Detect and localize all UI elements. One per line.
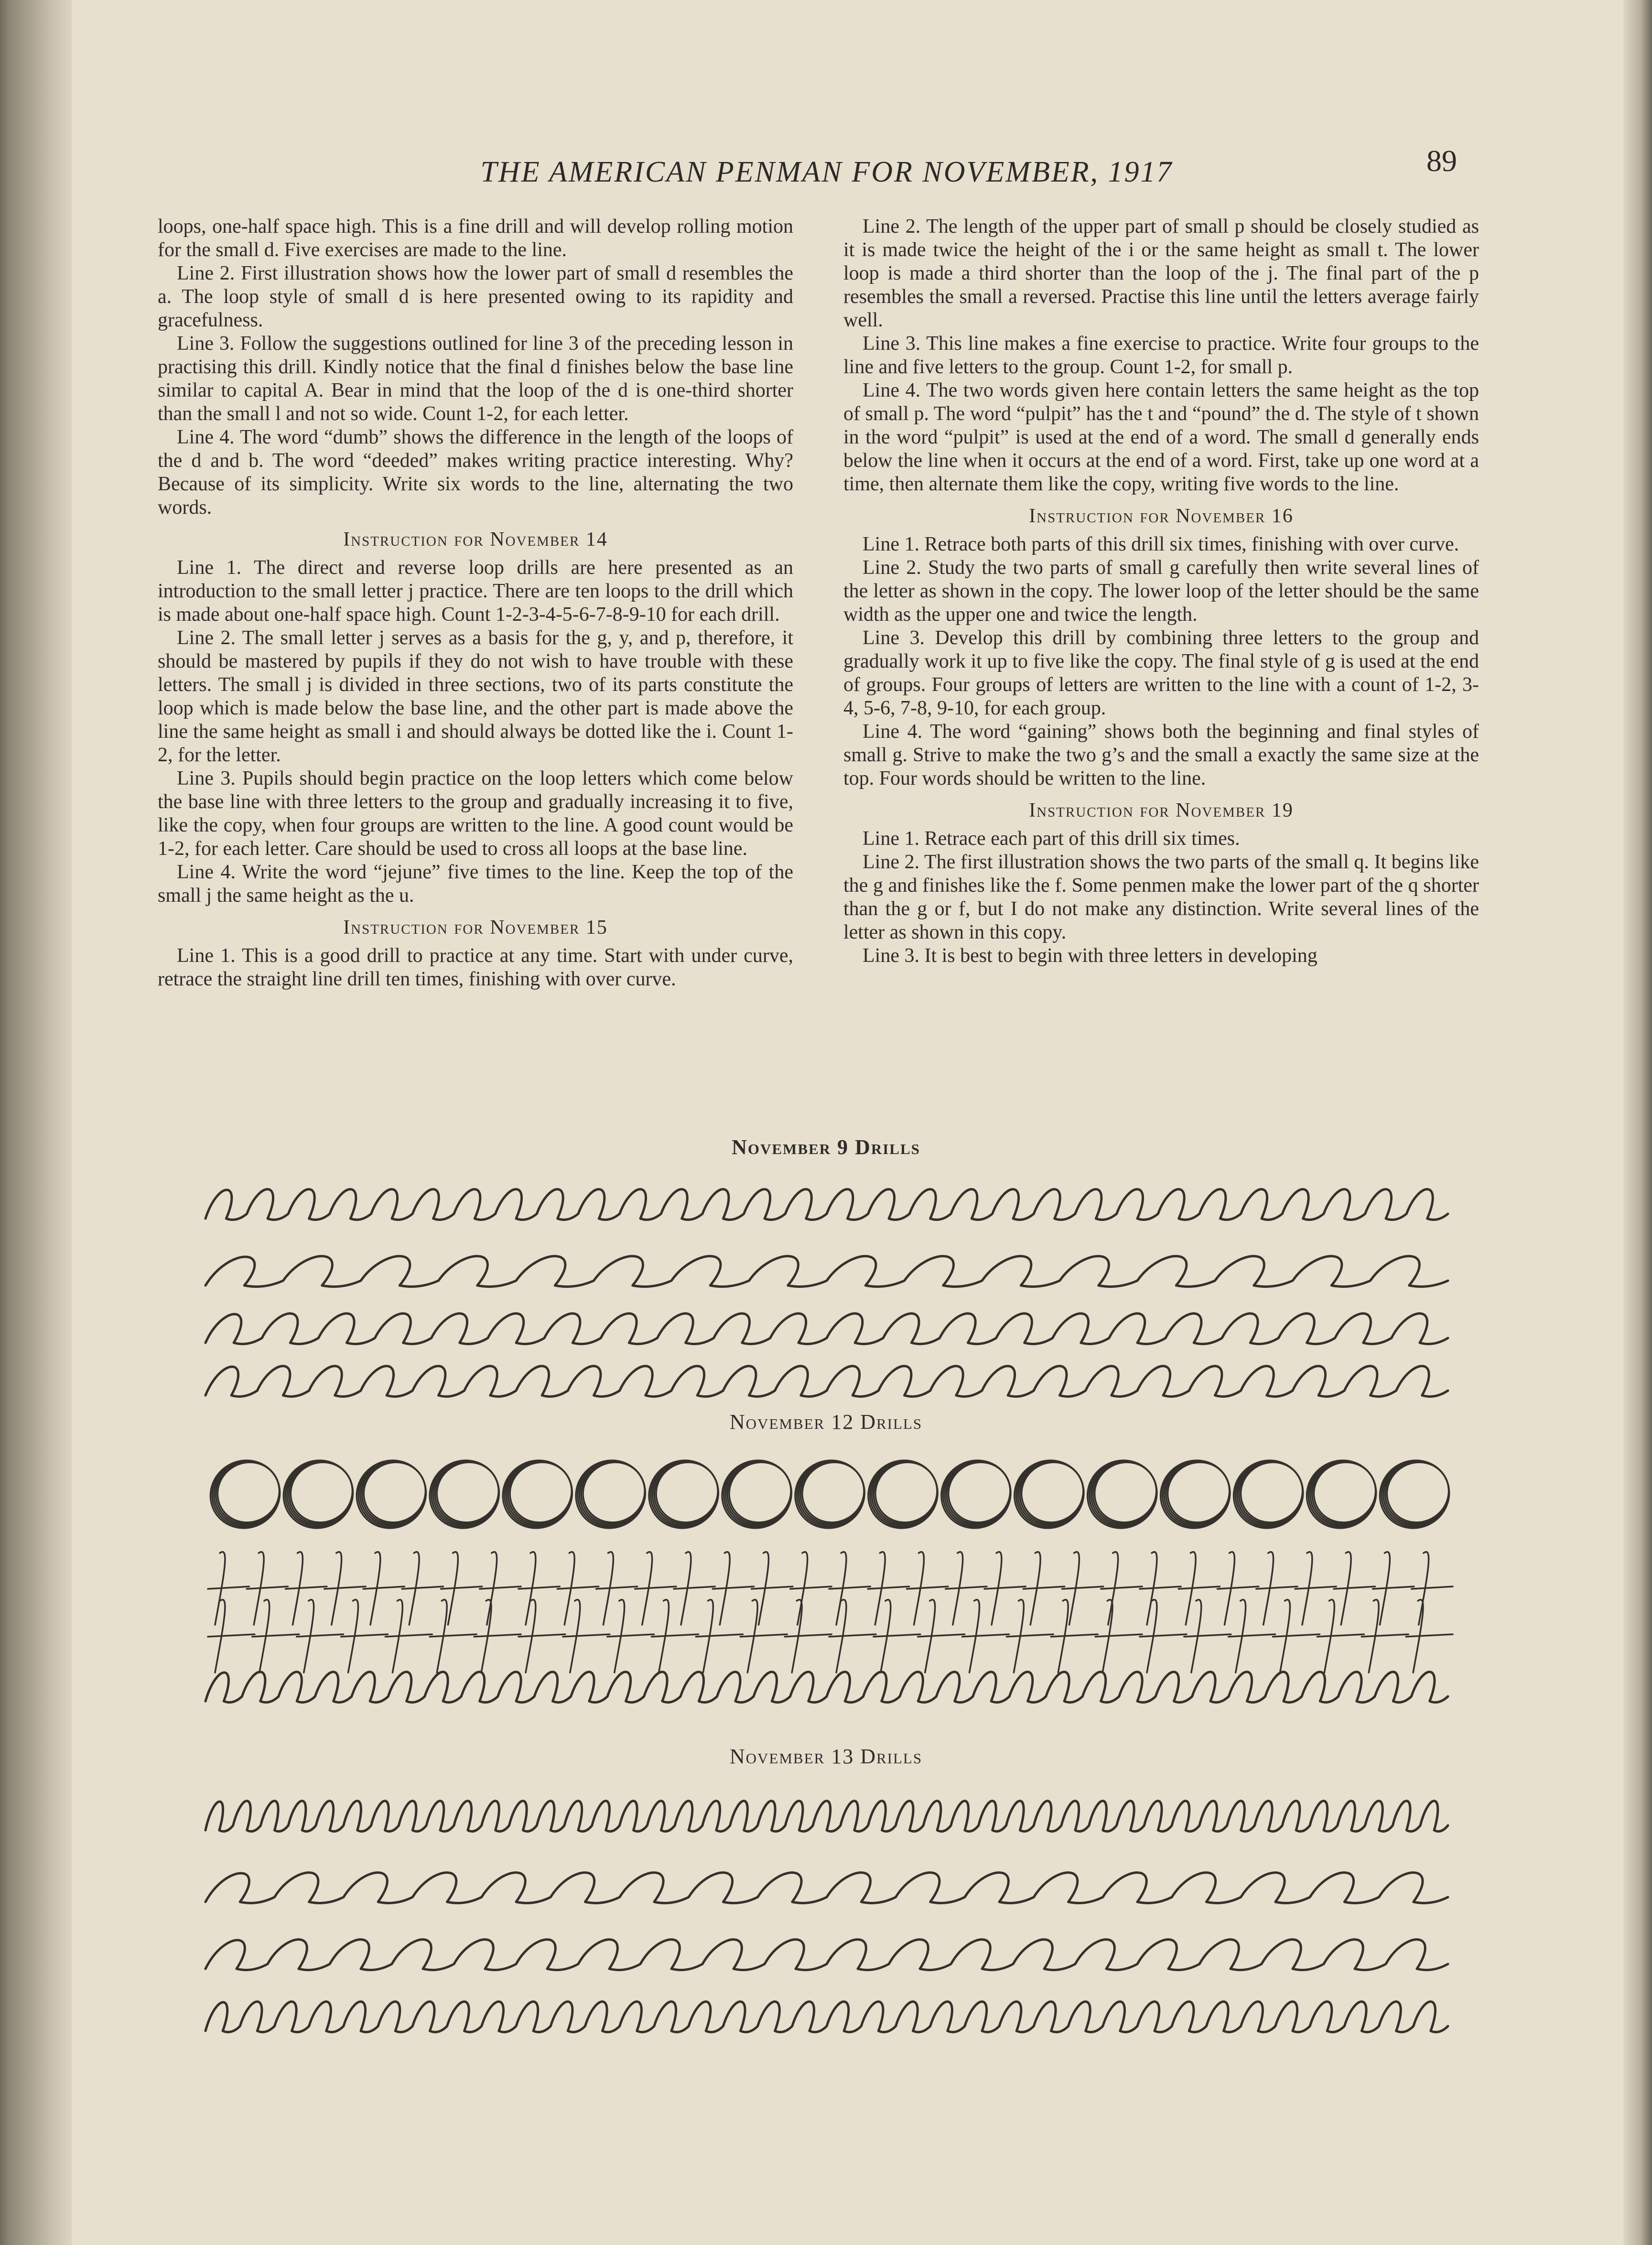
paragraph: Line 1. Retrace each part of this drill six times. — [863, 828, 1240, 850]
paragraph: Line 4. Write the word “jejune” five times to the line. Keep the top of the small j the same height as the u. — [158, 861, 793, 907]
paragraph: loops, one-half space high. This is a fine drill and will develop rolling motion for the small d. Five exercises are made to the line. — [158, 216, 793, 261]
paragraph: Line 4. The word “gaining” shows both the beginning and final styles of small g. Strive to make the two g’s and the small a exactly the same size at the top. Four words should be written to the line. — [843, 721, 1479, 789]
oval-stroke — [645, 1453, 729, 1533]
paragraph: Line 3. This line makes a fine exercise to practice. Write four groups to the line and five letters to the group. Count 1-2, for small p. — [843, 333, 1479, 378]
handwriting-drill-line — [201, 1453, 1462, 1534]
paragraph: Line 4. The two words given here contain letters the same height as the top of small p. The word “pulpit” has the t and “pound” the d. The style of t shown in the word “pulpit” is used at the end of a word. The small d generally ends below the line when it occurs at the end of a word. First, take up one word at a time, then alternate them like the copy, writing five words to the line. — [843, 379, 1479, 495]
handwriting-drill-line — [201, 1978, 1462, 2045]
drill-title: November 12 Drills — [729, 1410, 923, 1434]
oval-stroke — [426, 1453, 509, 1533]
paragraph: Line 2. The small letter j serves as a basis for the g, y, and p, therefore, it should be mastered by pupils if they do not wish to have trouble with these letters. The small j is divided in three sections, two of its parts constitute the loop which is made below the base line, and the other part is made above the line the same height as small i and should always be dotted like the i. Count 1-2, for the letter. — [158, 627, 793, 766]
oval-stroke — [938, 1453, 1021, 1533]
oval-stroke — [280, 1453, 363, 1533]
handwriting-drill-line — [201, 1649, 1462, 1720]
paragraph: Line 2. First illustration shows how the lower part of small d resembles the a. The loop style of small d is here presented owing to its rapidity and gracefulness. — [158, 262, 793, 331]
drill-nov9-line4-script — [201, 1343, 1462, 1414]
drill-nov12-line4-script — [201, 1649, 1462, 1720]
paragraph: Line 1. The direct and reverse loop drills are here presented as an introduction to the small letter j practice. There are ten loops to the drill which is made about one-half space high. Count 1-2-3-4-5-6-7-8-9-10 for each drill. — [158, 557, 793, 626]
page-number: 89 — [1426, 144, 1457, 178]
drill-nov13-line4-script — [201, 1978, 1462, 2045]
drill-nov13-line1-script — [201, 1778, 1462, 1845]
oval-stroke — [1084, 1453, 1167, 1533]
section-heading: Instruction for November 14 — [343, 529, 608, 550]
oval-stroke — [718, 1453, 802, 1533]
drill-title: November 13 Drills — [729, 1745, 923, 1768]
paragraph: Line 2. Study the two parts of small g carefully then write several lines of the letter as shown in the copy. The lower loop of the letter should be the same width as the upper one and twice the length. — [843, 557, 1479, 626]
paragraph: Line 3. Develop this drill by combining three letters to the group and gradually work it up to five like the copy. The final style of g is used at the end of groups. Four groups of letters are written to the line with a count of 1-2, 3-4, 5-6, 7-8, 9-10, for each group. — [843, 627, 1479, 719]
handwriting-drill-line — [201, 1778, 1462, 1845]
handwriting-drill-line — [201, 1166, 1462, 1238]
section-heading: Instruction for November 16 — [1029, 505, 1294, 527]
handwriting-drill-line — [201, 1916, 1462, 1983]
oval-stroke — [791, 1453, 875, 1533]
section-heading: Instruction for November 15 — [343, 917, 608, 939]
drill-title: November 9 Drills — [732, 1135, 920, 1159]
paragraph: Line 1. This is a good drill to practice at any time. Start with under curve, retrace the straight line drill ten times, finishing with over curve. — [158, 945, 793, 990]
oval-stroke — [864, 1453, 948, 1533]
oval-stroke — [1157, 1453, 1241, 1533]
left-column — [158, 215, 793, 991]
paragraph: Line 2. The length of the upper part of small p should be closely studied as it is made twice the height of the i or the same height as small t. The lower loop is made a third shorter than the loop of the j. The final part of the p resembles the small a reversed. Practise this line until the letters average fairly well. — [843, 216, 1479, 331]
paragraph: Line 1. Retrace both parts of this drill six times, finishing with over curve. — [863, 533, 1459, 555]
oval-stroke — [353, 1453, 436, 1533]
drill-nov13-line2-script — [201, 1849, 1462, 1916]
page-edge — [1623, 0, 1652, 2245]
oval-stroke — [572, 1453, 656, 1533]
oval-stroke — [206, 1453, 290, 1533]
section-heading: Instruction for November 19 — [1029, 799, 1294, 821]
handwriting-drill-line — [201, 1343, 1462, 1414]
drill-nov12-oval-drill — [201, 1453, 1462, 1534]
drill-nov13-line3-script — [201, 1916, 1462, 1983]
drill-nov9-line1-script — [201, 1166, 1462, 1238]
paragraph: Line 4. The word “dumb” shows the difference in the length of the loops of the d and b. The word “deeded” makes writing practice interesting. Why? Because of its simplicity. Write six words to the line, alternating the two words. — [158, 426, 793, 518]
right-column — [843, 215, 1479, 968]
running-header: THE AMERICAN PENMAN FOR NOVEMBER, 1917 — [480, 156, 1173, 188]
book-binding — [0, 0, 72, 2245]
handwriting-drill-line — [201, 1849, 1462, 1916]
oval-stroke — [1011, 1453, 1094, 1533]
paragraph: Line 3. Pupils should begin practice on the loop letters which come below the base line with three letters to the group and gradually increasing it to five, like the copy, when four groups are written to the line. A good count would be 1-2, for each letter. Care should be used to cross all loops at the base line. — [158, 767, 793, 860]
oval-stroke — [499, 1453, 583, 1533]
paragraph: Line 2. The first illustration shows the two parts of the small q. It begins like the g and finishes like the f. Some penmen make the lower part of the q shorter than the g or f, but I do not make any distinction. Write several lines of the letter as shown in this copy. — [843, 851, 1479, 943]
paragraph: Line 3. Follow the suggestions outlined for line 3 of the preceding lesson in practising this drill. Kindly notice that the final d finishes below the base line similar to capital A. Bear in mind that the loop of the d is one-third shorter than the small l and not so wide. Count 1-2, for each letter. — [158, 333, 793, 425]
oval-stroke — [1303, 1453, 1386, 1533]
oval-stroke — [1230, 1453, 1313, 1533]
paragraph: Line 3. It is best to begin with three letters in developing — [863, 945, 1317, 967]
oval-stroke — [1376, 1453, 1459, 1533]
